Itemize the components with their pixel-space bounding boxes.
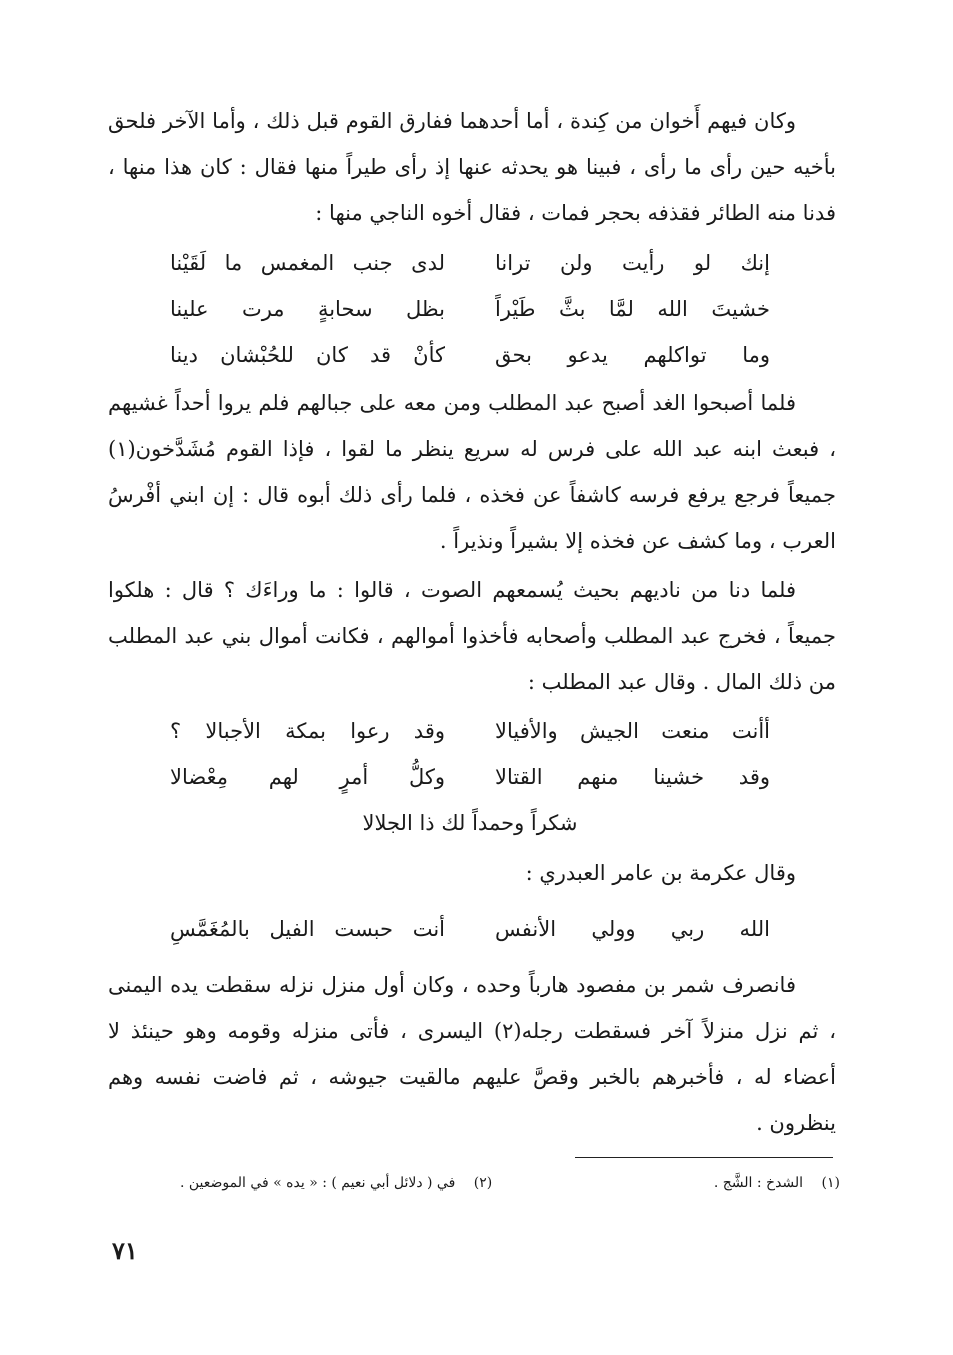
paragraph-3-text: فلما دنا من ناديهم بحيث يُسمعهم الصوت ، قالوا : ما وراءَك ؟ قال : هلكوا جميعاً ، فخرج عبد المطلب وأصحابه فأخذوا أموالهم ، فكانت أموال بني عبد المطلب من ذلك المال . وقال عبد المطلب :: [108, 578, 836, 694]
verse-hemistich-right: وما تواكلهم يدعو بحق: [495, 343, 770, 367]
verse-hemistich-left: لدى جنب المغمس ما لَقَيْنا: [170, 251, 445, 275]
footnote-2: [180, 1175, 492, 1191]
paragraph-4: [108, 850, 836, 896]
verse-hemistich-left: كأنْ قد كان للحُبْشان دينا: [170, 343, 445, 367]
footnote-divider: [575, 1157, 833, 1158]
page-number: ٧١: [112, 1236, 138, 1265]
footnote-number: (٢): [473, 1175, 493, 1191]
verse-hemistich-right: خشيتَ الله لمَّا بثَّ طَيْراً: [495, 297, 770, 321]
verse-hemistich-left: بظل سحابةٍ مرت علينا: [170, 297, 445, 321]
verse-row: [170, 240, 770, 286]
poem-3: [170, 906, 770, 952]
footnote-text: في ( دلائل أبي نعيم ) : « يده » في الموضعين .: [180, 1175, 456, 1191]
verse-hemistich-left: وكلُّ أمرٍ لهم مِعْضالا: [170, 765, 445, 789]
verse-hemistich-right: أأنت منعت الجيش والأفيالا: [495, 719, 770, 743]
poem-2: [170, 708, 770, 846]
verse-hemistich-left: أنت حبست الفيل بالمُغَمَّسِ: [170, 917, 445, 941]
verse-hemistich-right: وقد خشينا منهم القتالا: [495, 765, 770, 789]
poem-1: [170, 240, 770, 378]
footnotes: [180, 1175, 840, 1191]
footnote-1: [714, 1175, 840, 1191]
paragraph-3: [108, 567, 836, 705]
verse-row: [170, 906, 770, 952]
paragraph-5: [108, 962, 836, 1146]
paragraph-5-text: فانصرف شمر بن مفصود هارباً وحده ، وكان أول منزل نزله سقطت يده اليمنى ، ثم نزل منزلاً آخر فسقطت رجله(٢) اليسرى ، فأتى منزله وقومه وهو حينئذ لا أعضاء له ، فأخبرهم بالخبر وقصَّ عليهم مالقيت جيوشه ، ثم فاضت نفسه وهم ينظرون .: [108, 973, 836, 1135]
verse-row: [170, 708, 770, 754]
verse-row: [170, 754, 770, 800]
paragraph-2-text: فلما أصبحوا الغد أصبح عبد المطلب ومن معه على جبالهم فلم يروا أحداً غشيهم ، فبعث ابنه عبد الله على فرس له سريع ينظر ما لقوا ، فإذا القوم مُشَدَّخون(١) جميعاً فرجع يرفع فرسه كاشفاً عن فخذه ، فلما رأى ذلك أبوه قال : إن ابني أفْرسُ العرب ، وما كشف عن فخذه إلا بشيراً ونذيراً .: [108, 391, 836, 553]
footnote-number: (١): [821, 1175, 840, 1191]
verse-row: [170, 332, 770, 378]
footnote-text: الشدخ : الشَّج .: [713, 1175, 804, 1191]
paragraph-1: [108, 98, 836, 236]
verse-center-line: شكراً وحمداً لك ذا الجلالا: [362, 811, 578, 835]
paragraph-2: [108, 380, 836, 564]
paragraph-4-text: وقال عكرمة بن عامر العبدري :: [525, 861, 796, 885]
verse-row: [170, 286, 770, 332]
paragraph-1-text: وكان فيهم أَخوان من كِندة ، أما أحدهما ففارق القوم قبل ذلك ، وأما الآخر فلحق بأخيه حين رأى ما رأى ، فبينا هو يحدثه عنها إذ رأى طيراً منها فقال : كان هذا منها ، فدنا منه الطائر فقذفه بحجر فمات ، فقال أخوه الناجي منها :: [108, 109, 836, 225]
verse-hemistich-right: إنك لو رأيت ولن ترانا: [495, 251, 770, 275]
verse-hemistich-right: الله ربي وولي الأنفس: [495, 917, 770, 941]
verse-hemistich-left: وقد رعوا بمكة الأجبالا ؟: [170, 719, 445, 743]
